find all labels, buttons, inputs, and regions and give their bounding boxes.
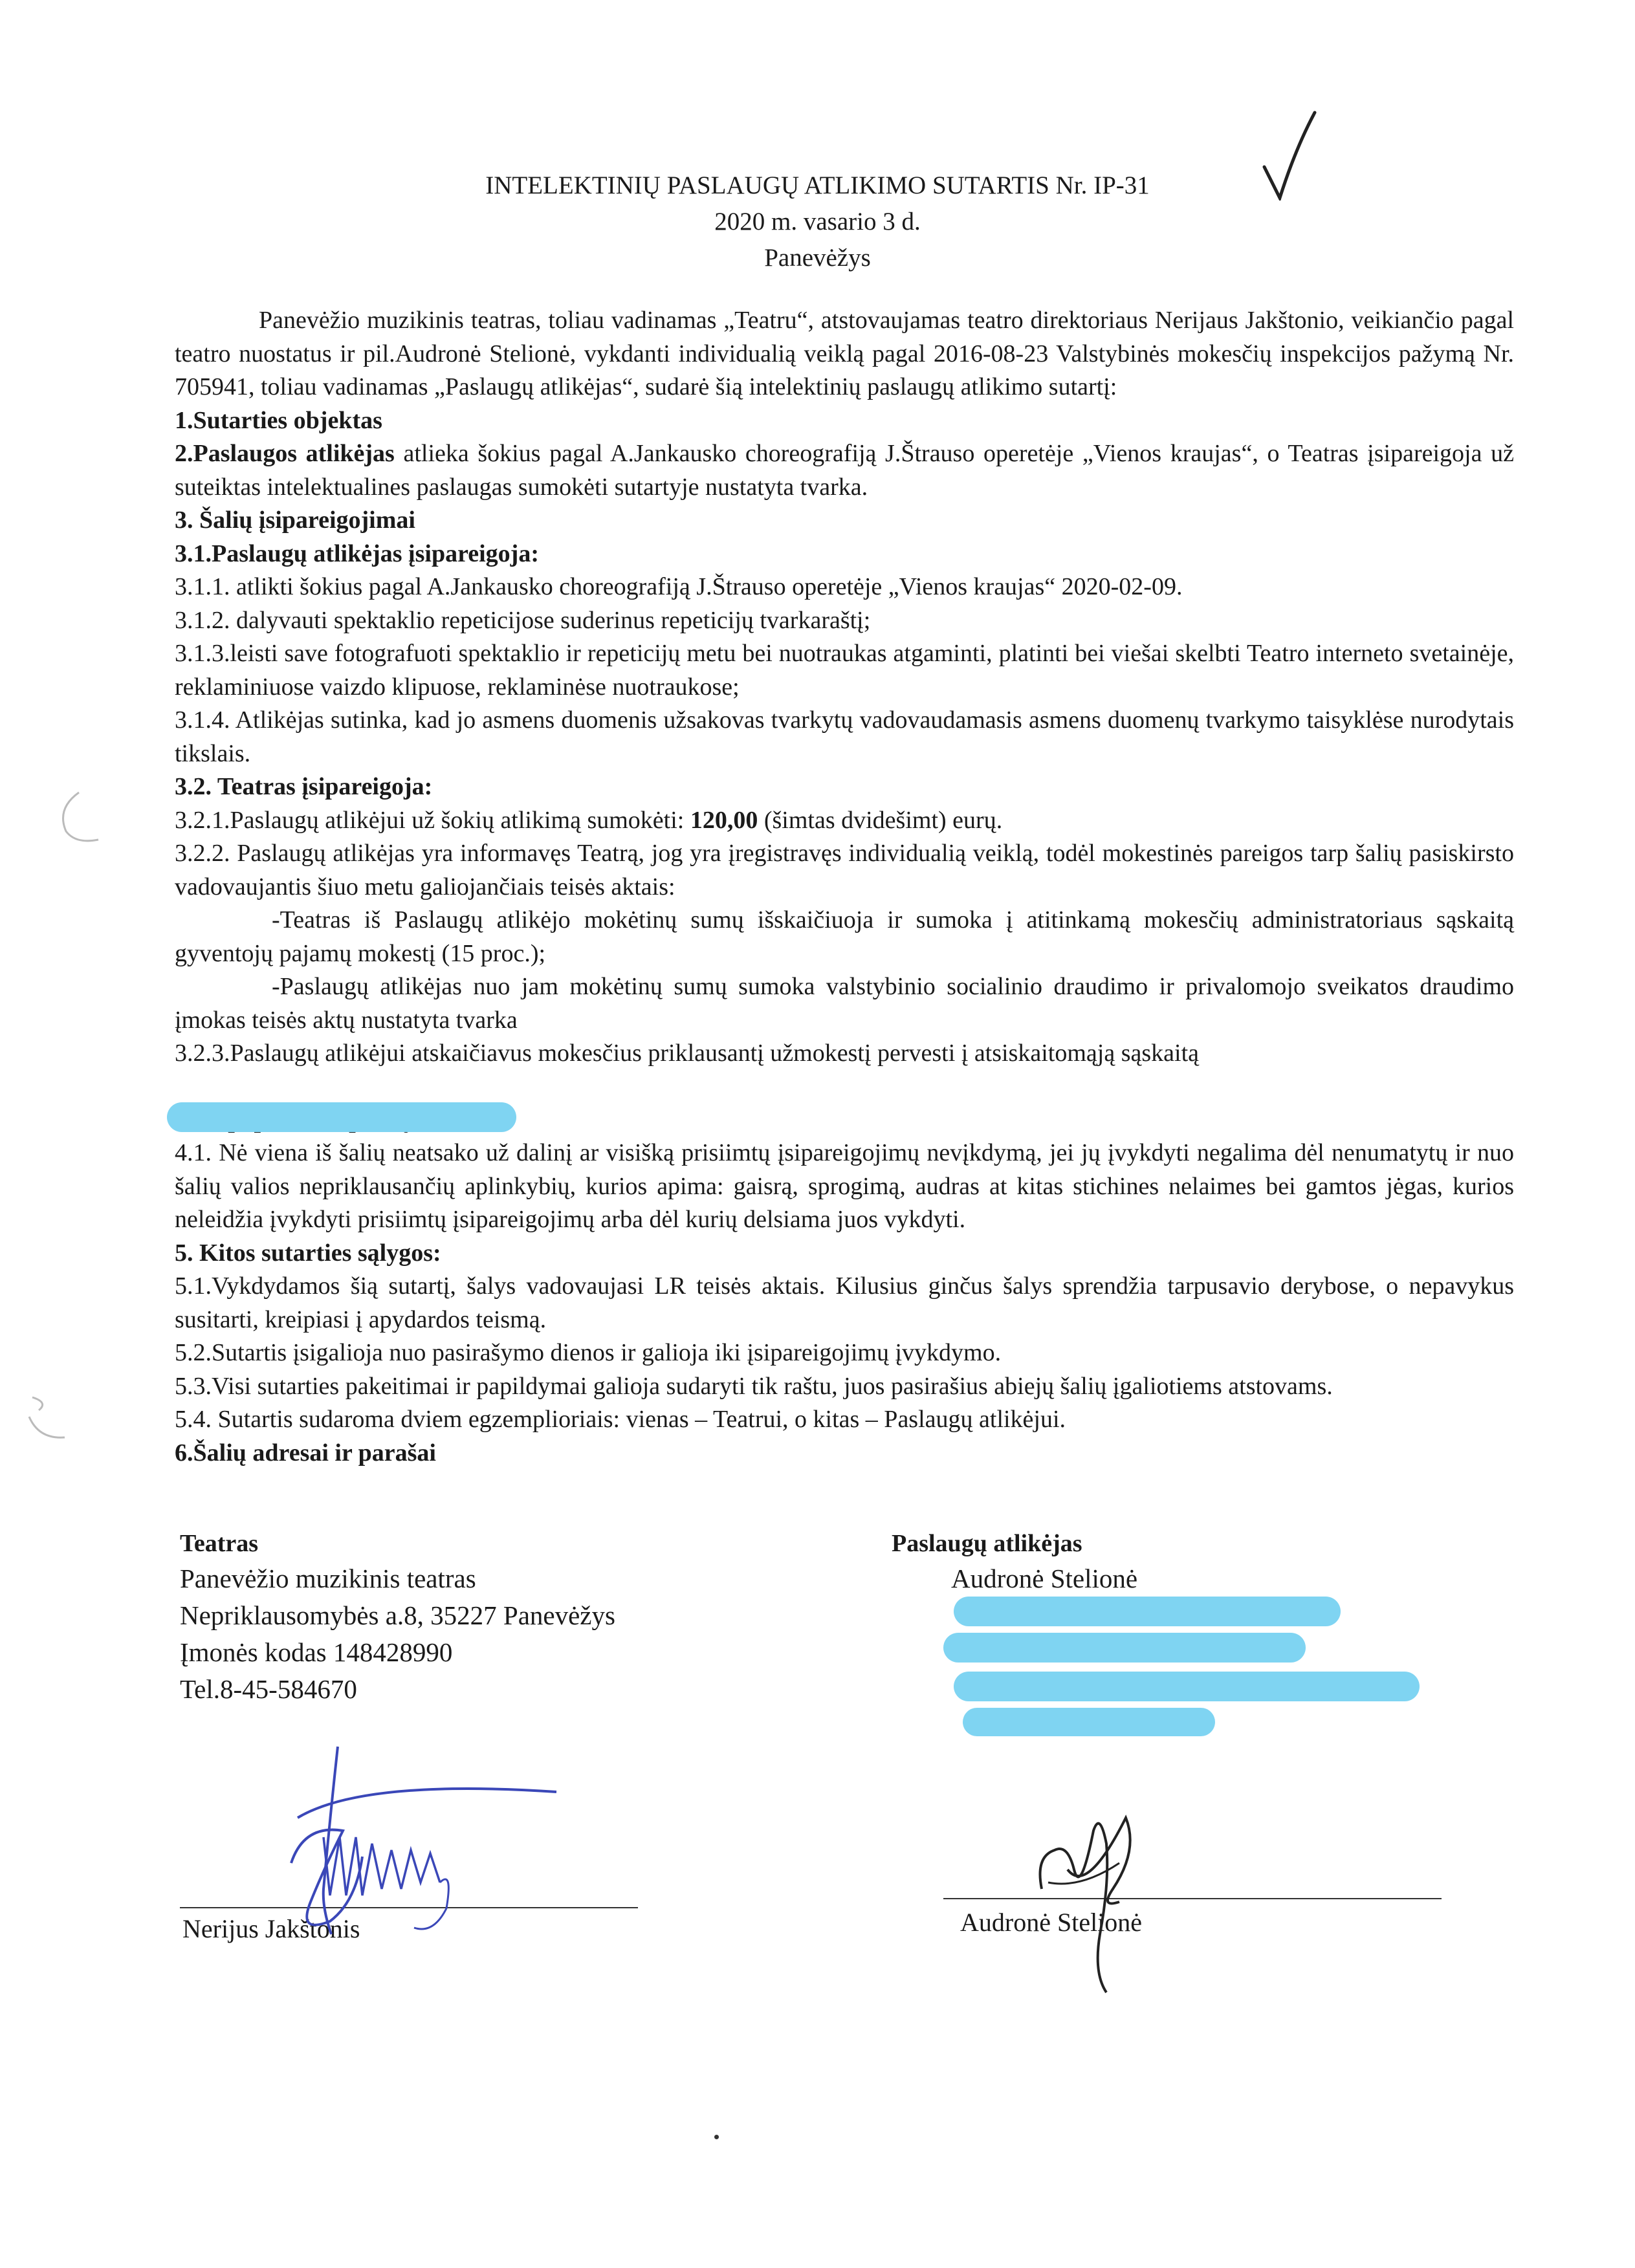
scan-speck — [714, 2135, 719, 2139]
party-left-code: Įmonės kodas 148428990 — [180, 1637, 453, 1667]
clause-5-1: 5.1.Vykdydamos šią sutartį, šalys vadovaujasi LR teisės aktais. Kilusius ginčus šalys sprendžia tarpusavio derybose, o nepavykus susitarti, kreipiasi į apydardos teismą. — [175, 1272, 1514, 1333]
redaction-line-2 — [943, 1633, 1306, 1663]
party-left-head: Teatras — [180, 1530, 259, 1557]
right-signer-name: Audronė Stelionė — [960, 1908, 1143, 1937]
intro-paragraph: Panevėžio muzikinis teatras, toliau vadinamas „Teatru“, atstovaujamas teatro direktoriaus Nerijaus Jakštonio, veikiančio pagal teatro nuostatus ir pil.Audronė Stelionė, vykdanti individualią veiklą pagal 2016-08-23 Valstybinės mokesčių inspekcijos pažymą Nr. 705941, toliau vadinamas „Paslaugų atlikėjas“, sudarė šią intelektinių paslaugų atlikimo sutartį: — [175, 307, 1514, 400]
section-3-2-heading: 3.2. Teatras įsipareigoja: — [175, 773, 433, 800]
party-right-head: Paslaugų atlikėjas — [892, 1530, 1082, 1557]
contract-city: Panevėžys — [764, 244, 871, 272]
right-signature-line — [943, 1898, 1442, 1899]
clause-3-2-2-dash-2: -Paslaugų atlikėjas nuo jam mokėtinų sumų sumoka valstybinio socialinio draudimo ir privalomojo sveikatos draudimo įmokas teisės aktų nustatyta tvarka — [175, 973, 1514, 1034]
payment-amount: 120,00 — [690, 806, 758, 834]
contract-title: INTELEKTINIŲ PASLAUGŲ ATLIKIMO SUTARTIS Nr. IP-31 — [485, 171, 1150, 199]
party-left-name: Panevėžio muzikinis teatras — [180, 1564, 476, 1593]
party-right-block — [892, 1527, 1137, 1597]
clause-5-2: 5.2.Sutartis įsigalioja nuo pasirašymo dienos ir galioja iki įsipareigojimų įvykdymo. — [175, 1339, 1002, 1366]
party-left-block — [180, 1527, 615, 1708]
section-3-1-heading: 3.1.Paslaugų atlikėjas įsipareigoja: — [175, 540, 539, 567]
punch-hole-bottom-icon — [19, 1391, 71, 1449]
redaction-line-1 — [954, 1597, 1341, 1626]
party-right-name: Audronė Stelionė — [951, 1564, 1138, 1593]
clause-5-3: 5.3.Visi sutarties pakeitimai ir papildymai galioja sudaryti tik raštu, juos pasirašius abiejų šalių įgaliotiems atstovams. — [175, 1372, 1333, 1400]
redaction-bank-account — [167, 1102, 516, 1132]
left-signature-icon — [285, 1740, 563, 1941]
clause-3-2-3: 3.2.3.Paslaugų atlikėjui atskaičiavus mokesčius priklausantį užmokestį pervesti į atsiskaitomąją sąskaitą — [175, 1040, 1199, 1067]
contract-date: 2020 m. vasario 3 d. — [714, 208, 921, 235]
contract-body — [175, 304, 1514, 1470]
section-1-heading: 1.Sutarties objektas — [175, 406, 382, 434]
left-signer-name: Nerijus Jakštonis — [182, 1914, 360, 1943]
clause-3-2-2-dash-1: -Teatras iš Paslaugų atlikėjo mokėtinų sumų išskaičiuoja ir sumoka į atitinkamą mokesčių administratoriaus sąskaitą gyventojų pajamų mokestį (15 proc.); — [175, 906, 1514, 967]
clause-4-1: 4.1. Nė viena iš šalių neatsako už dalinį ar visišką prisiimtų įsipareigojimų nevįkdymą, jei jų įvykdyti negalima dėl nenumatytų ir nuo šalių valios nepriklausančių aplinkybių, kurios apima: gaisrą, sprogimą, audras at kitas stichines nelaimes bei gamtos jėgas, kurios neleidžia įvykdyti prisiimtų įsipareigojimų arba dėl kurių delsiama juos vykdyti. — [175, 1139, 1514, 1233]
section-6-heading: 6.Šalių adresai ir parašai — [175, 1439, 436, 1467]
party-left-tel: Tel.8-45-584670 — [180, 1674, 357, 1704]
party-left-address: Nepriklausomybės a.8, 35227 Panevėžys — [180, 1600, 615, 1630]
clause-3-2-1: 3.2.1.Paslaugų atlikėjui už šokių atlikimą sumokėti: 120,00 (šimtas dvidešimt) eurų. — [175, 806, 1003, 834]
punch-hole-top-icon — [53, 789, 105, 847]
redaction-line-4 — [963, 1708, 1215, 1736]
clause-5-4: 5.4. Sutartis sudaroma dviem egzemplioriais: vienas – Teatrui, o kitas – Paslaugų atlikėjui. — [175, 1406, 1066, 1433]
section-3-heading: 3. Šalių įsipareigojimai — [175, 507, 415, 534]
checkmark-icon — [1262, 110, 1320, 201]
clause-3-1-1: 3.1.1. atlikti šokius pagal A.Jankausko choreografiją J.Štrauso operetėje „Vienos kraujas“ 2020-02-09. — [175, 573, 1183, 600]
section-2-paragraph: 2.Paslaugos atlikėjas atlieka šokius pagal A.Jankausko choreografiją J.Štrauso operetėje „Vienos kraujas“, o Teatras įsipareigoja už suteiktas intelektualines paslaugas sumokėti sutartyje nustatyta tvarka. — [175, 440, 1514, 501]
redaction-line-3 — [954, 1672, 1420, 1701]
right-signature-icon — [1029, 1805, 1158, 1999]
clause-3-1-3: 3.1.3.leisti save fotografuoti spektaklio ir repeticijų metu bei nuotraukas atgaminti, platinti bei viešai skelbti Teatro interneto svetainėje, reklaminiuose vaizdo klipuose, reklaminėse nuotraukose; — [175, 640, 1514, 701]
clause-3-2-2: 3.2.2. Paslaugų atlikėjas yra informavęs Teatrą, jog yra įregistravęs individualią veiklą, todėl mokestinės pareigos tarp šalių pasiskirsto vadovaujantis šiuo metu galiojančiais teisės aktais: — [175, 840, 1514, 900]
clause-3-1-2: 3.1.2. dalyvauti spektaklio repeticijose suderinus repeticijų tvarkaraštį; — [175, 606, 871, 634]
section-5-heading: 5. Kitos sutarties sąlygos: — [175, 1239, 441, 1267]
clause-3-1-4: 3.1.4. Atlikėjas sutinka, kad jo asmens duomenis užsakovas tvarkytų vadovaudamasis asmens duomenų tvarkymo taisyklėse nurodytais tikslais. — [175, 706, 1514, 767]
